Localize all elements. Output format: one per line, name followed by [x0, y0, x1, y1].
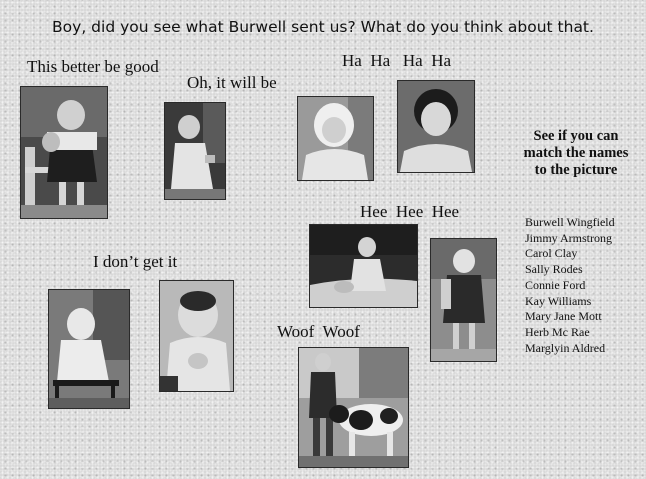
list-item: Sally Rodes [525, 262, 583, 277]
photo-baby-on-blanket [309, 224, 418, 308]
caption-oh-it-will-be: Oh, it will be [187, 73, 277, 92]
caption-i-dont-get-it: I don’t get it [93, 252, 178, 271]
list-item: Mary Jane Mott [525, 309, 602, 324]
caption-ha-ha: Ha Ha Ha Ha [342, 51, 452, 70]
caption-woof-woof: Woof Woof [277, 322, 360, 341]
list-item: Marglyin Aldred [525, 340, 606, 355]
list-item: Jimmy Armstrong [525, 230, 613, 245]
page-heading: Boy, did you see what Burwell sent us? What do you think about that. [52, 18, 594, 36]
list-item: Connie Ford [525, 277, 586, 292]
photo-baby-bonnet [297, 96, 374, 181]
photo-girl-standing [430, 238, 497, 362]
caption-this-better-be-good: This better be good [27, 57, 159, 76]
sidebar-title: See if you can match the names to the picture [523, 128, 629, 178]
photo-toddler-white-dress [164, 102, 226, 200]
names-list [525, 215, 615, 356]
photo-baby-closeup [159, 280, 234, 392]
list-item: Herb Mc Rae [525, 324, 590, 339]
photo-boy-with-dog [298, 347, 409, 468]
photo-baby-high-chair [48, 289, 130, 409]
photo-girl-rocking-chair [20, 86, 108, 219]
list-item: Burwell Wingfield [525, 215, 615, 229]
list-item: Carol Clay [525, 246, 578, 261]
list-item: Kay Williams [525, 293, 592, 308]
photo-girl-dark-hair [397, 80, 475, 173]
caption-hee-hee: Hee Hee Hee [360, 202, 460, 221]
